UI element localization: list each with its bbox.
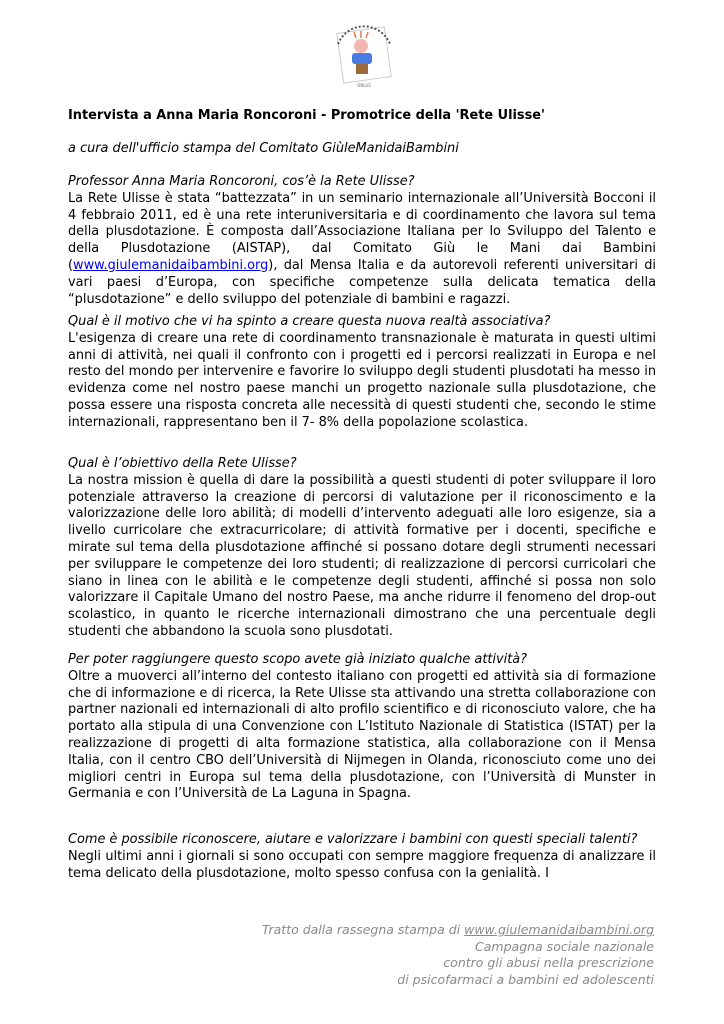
question: Come è possibile riconoscere, aiutare e valorizzare i bambini con questi speciali talenti? <box>68 832 638 847</box>
qa-section-4 <box>68 652 656 803</box>
document-title: Intervista a Anna Maria Roncoroni - Promotrice della 'Rete Ulisse' <box>68 108 545 123</box>
footer-link[interactable]: www.giulemanidaibambini.org <box>464 922 654 937</box>
answer: Negli ultimi anni i giornali si sono occupati con sempre maggiore frequenza di analizzare il tema delicato della plusdotazione, molto spesso confusa con la genialità. I <box>68 848 656 881</box>
question: Qual è il motivo che vi ha spinto a creare questa nuova realtà associativa? <box>68 314 551 329</box>
qa-section-5 <box>68 832 656 882</box>
footer: Tratto dalla rassegna stampa di www.giulemanidaibambini.org Campagna sociale nazionale contro gli abusi nella prescrizione di psicofarmaci a bambini ed adolescenti <box>261 922 654 987</box>
answer: Oltre a muoverci all’interno del contesto italiano con progetti ed attività sia di formazione che di informazione e di ricerca, la Rete Ulisse sta attivando una stretta collaborazione con partner nazionali ed internazionali di alto profilo scientifico e di riconosciuto valore, che ha portato alla stipula di una Convenzione con L’Istituto Nazionale di Statistica (ISTAT) per la realizzazione di progetti di alta formazione statistica, alla collaborazione con il Mensa Italia, con il centro CBO dell’Università di Nijmegen in Olanda, riconosciuto come uno dei migliori centri in Europa sul tema della plusdotazione, con l’Università di Munster in Germania e con l’Università de La Laguna in Spagna. <box>68 668 656 802</box>
website-link[interactable]: www.giulemanidaibambini.org <box>73 257 269 273</box>
question: Professor Anna Maria Roncoroni, cos’è la Rete Ulisse? <box>68 174 415 189</box>
qa-section-2 <box>68 314 656 432</box>
answer: La Rete Ulisse è stata “battezzata” in un seminario internazionale all’Università Bocconi il 4 febbraio 2011, ed è una rete interuniversitaria e di coordinamento che lavora sul tema della plusdotazione. È composta dall’Associazione Italiana per lo Sviluppo del Talento e della Plusdotazione (AISTAP), dal Comitato Giù le Mani dai Bambini (www.giulemanidaibambini.org), dal Mensa Italia e da autorevoli referenti universitari di vari paesi d’Europa, con specifiche competenze sulla delicata tematica della “plusdotazione” e dello sviluppo del potenziale di bambini e ragazzi. <box>68 190 656 307</box>
question: Per poter raggiungere questo scopo avete già iniziato qualche attività? <box>68 652 528 667</box>
qa-section-1 <box>68 174 656 308</box>
svg-text:ONLUS: ONLUS <box>357 83 371 88</box>
byline: a cura dell'ufficio stampa del Comitato GiùleManidaiBambini <box>68 141 459 156</box>
qa-section-3 <box>68 456 656 641</box>
logo <box>328 14 400 90</box>
answer: La nostra mission è quella di dare la possibilità a questi studenti di poter sviluppare il loro potenziale attraverso la creazione di percorsi di valutazione per il riconoscimento e la valorizzazione delle loro abilità; di modelli d’intervento adeguati alle loro esigenze, sia a livello curricolare che extracurricolare; di attività formative per i docenti, specifiche e mirate sul tema della plusdotazione affinché si possano dotare degli strumenti necessari per sviluppare le competenze dei loro studenti; di realizzazione di percorsi curricolari che siano in linea con le abilità e le competenze degli studenti, affinché si possa non solo valorizzare il Capitale Umano del nostro Paese, ma anche ridurre il fenomeno del drop-out scolastico, in quanto le ricerche internazionali dimostrano che una percentuale degli studenti che abbandono la scuola sono plusdotati. <box>68 472 656 639</box>
question: Qual è l’obiettivo della Rete Ulisse? <box>68 456 297 471</box>
answer: L'esigenza di creare una rete di coordinamento transnazionale è maturata in questi ultimi anni di attività, nei quali il confronto con i progetti ed i percorsi realizzati in Europa e nel resto del mondo per intervenire e favorire lo sviluppo degli studenti plusdotati ha messo in evidenza come nel nostro paese manchi un progetto nazionale sulla plusdotazione, che possa essere una risposta concreta alle necessità di questi studenti che, secondo le stime internazionali, rappresentano ben il 7- 8% della popolazione scolastica. <box>68 330 656 430</box>
